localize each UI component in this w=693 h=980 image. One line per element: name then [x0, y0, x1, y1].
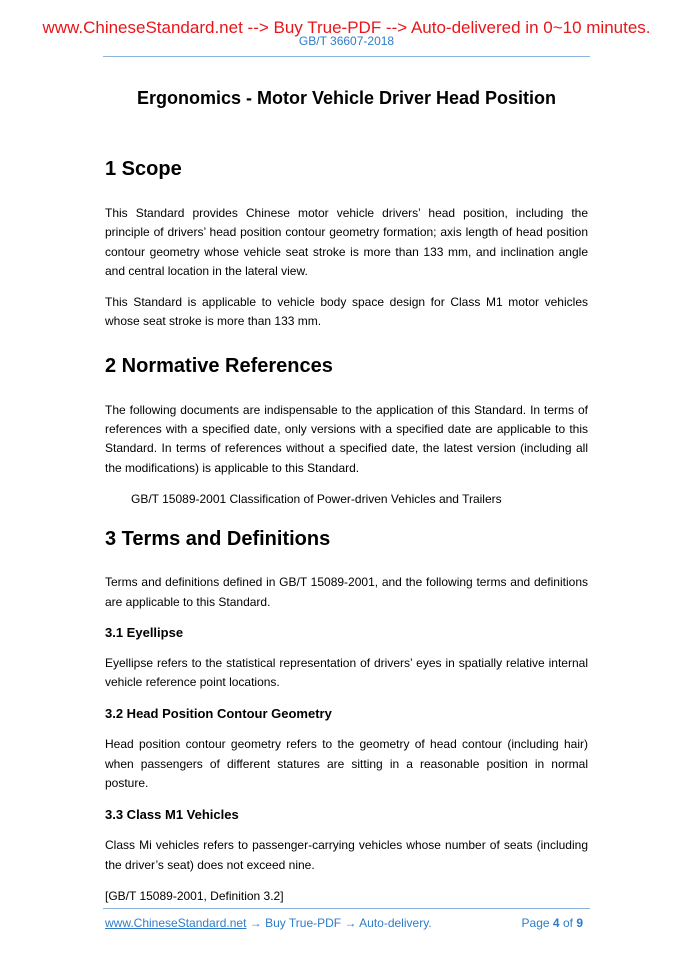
term-3-1-heading: 3.1 Eyellipse: [105, 624, 184, 640]
document-title: Ergonomics - Motor Vehicle Driver Head Position: [136, 88, 557, 108]
term-3-3-heading: 3.3 Class M1 Vehicles: [105, 807, 239, 823]
arrow-right-icon: →: [249, 916, 262, 930]
section-normative-heading: 2 Normative References: [105, 354, 333, 377]
page-current: 4: [552, 916, 560, 930]
term-3-3-source: [GB/T 15089-2001, Definition 3.2]: [105, 888, 284, 903]
document-body: [105, 155, 588, 906]
footer-buy-text: Buy True-PDF: [265, 916, 342, 930]
page-total: 9: [576, 916, 583, 930]
normative-reference-item: GB/T 15089-2001 Classification of Power-driven Vehicles and Trailers: [131, 491, 502, 506]
footer-delivery-text: Auto-delivery.: [359, 916, 432, 930]
page-label: Page: [521, 916, 550, 930]
section-terms-heading: 3 Terms and Definitions: [105, 528, 331, 551]
normative-paragraph-1: The following documents are indispensable to the application of this Standard. In terms of references with a specified date, only versions with a specified date are applicable to this Standard. In terms of references without a specified date, the latest version (including all the modifications) is applicable to this Standard.: [105, 402, 588, 475]
arrow-right-icon: →: [344, 916, 357, 930]
term-3-2-text: Head position contour geometry refers to the geometry of head contour (including hair) when passengers of different statures are sitting in a reasonable position in normal posture.: [105, 737, 588, 791]
standard-code: GB/T 36607-2018: [298, 34, 395, 48]
top-banner-link[interactable]: www.ChineseStandard.net --> Buy True-PDF --> Auto-delivered in 0~10 minutes.: [42, 18, 651, 37]
footer-divider: [103, 908, 590, 909]
term-3-2-heading: 3.2 Head Position Contour Geometry: [105, 706, 332, 722]
page-indicator: [522, 915, 583, 931]
footer-links: [105, 915, 432, 931]
term-3-3-text: Class Mi vehicles refers to passenger-carrying vehicles whose number of seats (including the driver’s seat) does not exceed nine.: [105, 838, 588, 872]
footer-site-link[interactable]: www.ChineseStandard.net: [105, 916, 247, 930]
scope-paragraph-1: This Standard provides Chinese motor vehicle drivers’ head position, including the principle of drivers’ head position contour geometry formation; axis length of head position contour geometry whose vehicle seat stroke is more than 133 mm, and inclination angle and central location in the lateral view.: [105, 206, 588, 278]
scope-paragraph-2: This Standard is applicable to vehicle body space design for Class M1 motor vehicles whose seat stroke is more than 133 mm.: [105, 295, 588, 329]
terms-paragraph-1: Terms and definitions defined in GB/T 15089-2001, and the following terms and definitions are applicable to this Standard.: [105, 575, 588, 609]
section-scope-heading: 1 Scope: [105, 158, 182, 180]
term-3-1-text: Eyellipse refers to the statistical representation of drivers’ eyes in spatially relative internal vehicle reference point locations.: [105, 655, 588, 690]
header-divider: [103, 56, 590, 57]
page-of: of: [562, 916, 573, 930]
